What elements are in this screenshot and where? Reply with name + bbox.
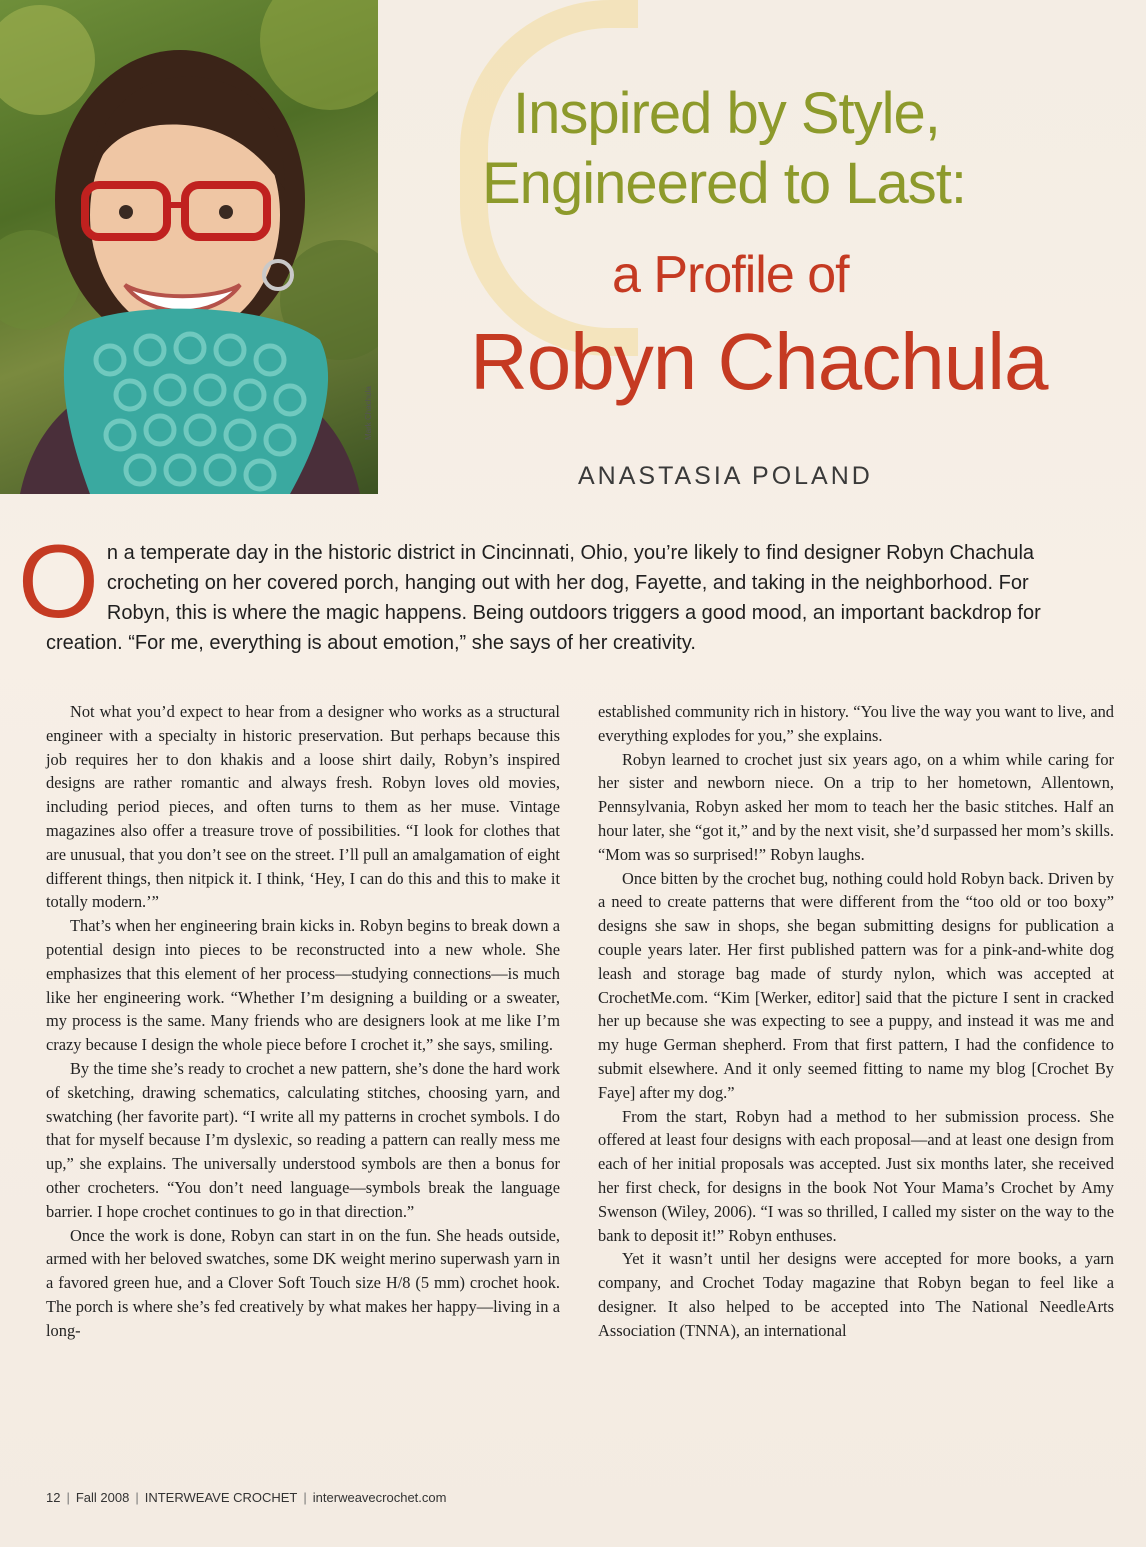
footer-separator: | <box>135 1490 139 1505</box>
body-paragraph: From the start, Robyn had a method to her submission process. She offered at least four designs with each proposal—and at least one design from each of her initial proposals was accepted. Just six months later, she received her first check, for designs in the book Not Your Mama’s Crochet by Amy Swenson (Wiley, 2006). “I was so thrilled, I called my sister on the way to the bank to deposit it!” Robyn enthuses. <box>598 1106 1114 1245</box>
intro-paragraph <box>18 524 1090 658</box>
body-paragraph: established community rich in history. “You live the way you want to live, and everything explodes for you,” she explains. <box>598 702 1114 745</box>
body-paragraph: Once the work is done, Robyn can start in on the fun. She heads outside, armed with her beloved swatches, some DK weight merino superwash yarn in a favored green hue, and a Clover Soft Touch size H/8 (5 mm) crochet hook. The porch is where she’s fed creatively by what makes her happy—living in a long- <box>46 1225 560 1340</box>
title-line-2: Engineered to Last: <box>482 151 967 216</box>
page-footer <box>46 1490 446 1505</box>
body-paragraph: Robyn learned to crochet just six years ago, on a whim while caring for her sister and newborn niece. On a trip to her hometown, Allentown, Pennsylvania, Robyn asked her mom to teach her the basic stitches. Half an hour later, she “got it,” and by the next visit, she’d surpassed her mom’s skills. “Mom was so surprised!” Robyn laughs. <box>598 749 1114 864</box>
intro-text: n a temperate day in the historic district in Cincinnati, Ohio, you’re likely to find designer Robyn Chachula crocheting on her covered porch, hanging out with her dog, Fayette, and taking in the neighborhood. For Robyn, this is where the magic happens. Being outdoors triggers a good mood, an important backdrop for creation. “For me, everything is about emotion,” she says of her creativity. <box>46 542 1041 654</box>
magazine-name: INTERWEAVE CROCHET <box>144 1490 298 1505</box>
body-paragraph: That’s when her engineering brain kicks in. Robyn begins to break down a potential design into pieces to be reconstructed into a new whole. She emphasizes that this element of her process—studying connections—is much like her engineering work. “Whether I’m designing a building or a sweater, my process is the same. Many friends who are designers look at me like I’m crazy because I design the whole piece before I crochet it,” she says, smiling. <box>46 916 560 1055</box>
author-byline: ANASTASIA POLAND <box>578 462 873 490</box>
author-photo <box>0 0 378 494</box>
drop-cap: O <box>18 524 99 640</box>
issue-label: Fall 2008 <box>75 1490 130 1505</box>
footer-separator: | <box>66 1490 70 1505</box>
body-paragraph: Not what you’d expect to hear from a designer who works as a structural engineer with a specialty in historic preservation. But perhaps because this job requires her to don khakis and a loose shirt daily, Robyn’s inspired designs are rather romantic and always fresh. Robyn loves old movies, including period pieces, and often turns to them as her muse. Vintage magazines also offer a treasure trove of possibilities. “I look for clothes that are unusual, that you don’t see on the street. I’ll pull an amalgamation of eight different things, then nitpick it. I think, ‘Hey, I can do this and this to make it totally modern.’” <box>46 702 560 912</box>
body-column-left <box>46 700 560 1343</box>
body-paragraph: Yet it wasn’t until her designs were accepted for more books, a yarn company, and Crochet Today magazine that Robyn began to feel like a designer. It also helped to be accepted into The National NeedleArts Association (TNNA), an international <box>598 1249 1114 1340</box>
body-paragraph: Once bitten by the crochet bug, nothing could hold Robyn back. Driven by a need to create patterns that were different from the “too old or too boxy” designs she saw in shops, she began submitting designs for publication a couple years later. Her first published pattern was for a pink-and-white dog leash and storage bag made of sturdy nylon, which was accepted at CrochetMe.com. “Kim [Werker, editor] said that the picture I sent in cracked her up because she was expecting to see a puppy, and instead it was me and my huge German shepherd. From that first pattern, I had the confidence to submit elsewhere. And it only seemed fitting to name my blog [Crochet By Faye] after my dog.” <box>598 868 1114 1102</box>
magazine-url[interactable]: interweavecrochet.com <box>312 1490 447 1505</box>
title-line-1: Inspired by Style, <box>513 81 940 146</box>
photo-credit: Mark Chachula <box>364 386 373 440</box>
title-line-4: Robyn Chachula <box>470 317 1048 406</box>
page-number: 12 <box>46 1490 61 1505</box>
portrait-illustration <box>0 0 378 494</box>
body-paragraph: By the time she’s ready to crochet a new pattern, she’s done the hard work of sketching, drawing schematics, calculating stitches, choosing yarn, and swatching (her favorite part). “I write all my patterns in crochet symbols. I do that for myself because I’m dyslexic, so reading a pattern can really mess me up,” she explains. The universally understood symbols are then a bonus for other crocheters. “You don’t need language—symbols break the language barrier. I hope crochet continues to go in that direction.” <box>46 1058 560 1221</box>
body-column-right <box>598 700 1114 1343</box>
footer-separator: | <box>303 1490 307 1505</box>
title-line-3: a Profile of <box>612 246 849 304</box>
